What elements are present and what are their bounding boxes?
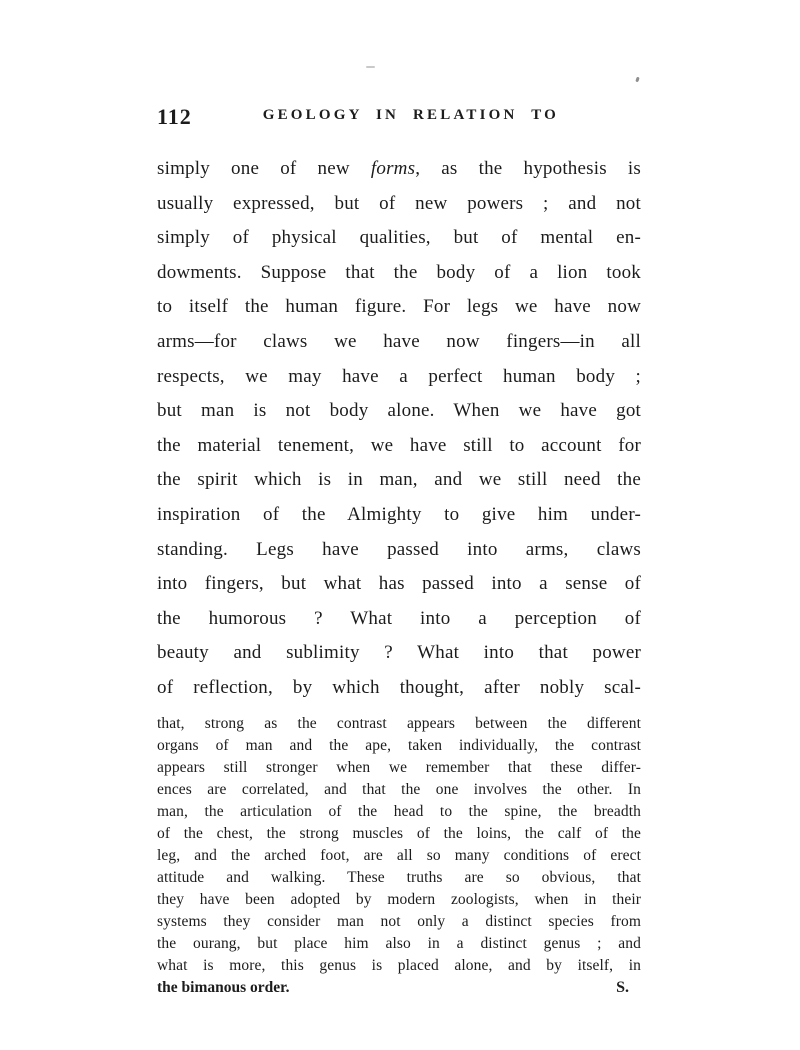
text-line: of the chest, the strong muscles of the loins, the calf of the — [157, 824, 641, 842]
text-line: systems they consider man not only a distinct species from — [157, 912, 641, 930]
footnote-block — [157, 713, 641, 999]
text-line: to itself the human figure. For legs we have now — [157, 296, 641, 318]
page-number: 112 — [157, 104, 192, 129]
text-line: ences are correlated, and that the one involves the other. In — [157, 780, 641, 798]
text-line: the humorous ? What into a perception of — [157, 607, 641, 629]
text-line: simply of physical qualities, but of mental en- — [157, 227, 641, 249]
text-line: dowments. Suppose that the body of a lion took — [157, 261, 641, 283]
footnote-text — [157, 713, 641, 977]
text-line: appears still stronger when we remember that these differ- — [157, 758, 641, 776]
text-line: usually expressed, but of new powers ; and not — [157, 192, 641, 214]
text-line: but man is not body alone. When we have got — [157, 400, 641, 422]
text-line: arms—for claws we have now fingers—in all — [157, 330, 641, 352]
scan-artifact-dash — [366, 66, 375, 68]
text-line: the spirit which is in man, and we still need the — [157, 469, 641, 491]
text-line: inspiration of the Almighty to give him under- — [157, 503, 641, 525]
text-line: organs of man and the ape, taken individually, the contrast — [157, 736, 641, 754]
text-line: respects, we may have a perfect human body ; — [157, 365, 641, 387]
scan-artifact-dot — [635, 77, 639, 83]
footnote-last-text: the bimanous order. — [157, 978, 290, 996]
text-line: they have been adopted by modern zoologists, when in their — [157, 890, 641, 908]
text-line: what is more, this genus is placed alone, and by itself, in — [157, 956, 641, 974]
text-line: beauty and sublimity ? What into that power — [157, 642, 641, 664]
text-line: that, strong as the contrast appears between the different — [157, 714, 641, 732]
text-line: leg, and the arched foot, are all so many conditions of erect — [157, 846, 641, 864]
text-line: attitude and walking. These truths are so obvious, that — [157, 868, 641, 886]
text-line: into fingers, but what has passed into a sense of — [157, 573, 641, 595]
text-line: the material tenement, we have still to account for — [157, 434, 641, 456]
text-line: the ourang, but place him also in a distinct genus ; and — [157, 934, 641, 952]
footnote-last-line — [157, 977, 641, 999]
text-line: man, the articulation of the head to the spine, the breadth — [157, 802, 641, 820]
running-header-title: GEOLOGY IN RELATION TO — [262, 107, 560, 123]
running-header — [157, 104, 641, 130]
text-line: simply one of new forms, as the hypothesis is — [157, 158, 641, 179]
footnote-signature: S. — [616, 978, 629, 996]
text-line: of reflection, by which thought, after nobly scal- — [157, 676, 641, 698]
main-body-text — [157, 152, 641, 706]
text-line: standing. Legs have passed into arms, claws — [157, 538, 641, 560]
